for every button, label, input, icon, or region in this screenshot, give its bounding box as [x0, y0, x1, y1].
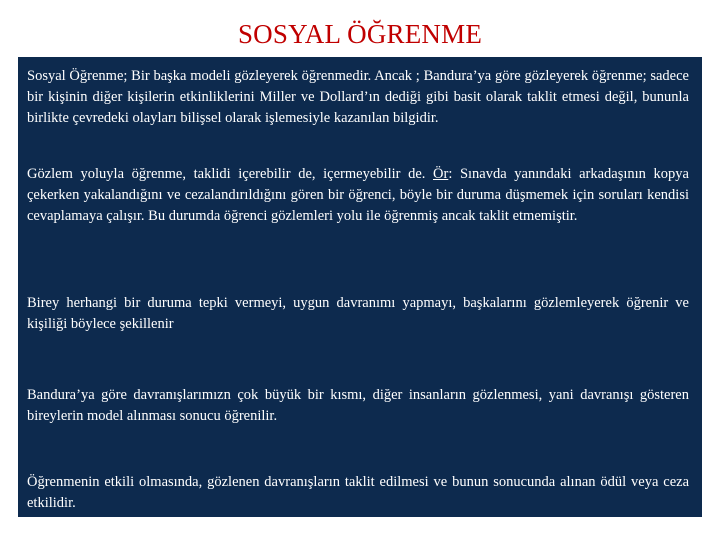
- paragraph-personality: Birey herhangi bir duruma tepki vermeyi, uygun davranımı yapmayı, başkalarını gözlemleyerek öğrenir ve kişiliği böylece şekillenir: [27, 295, 689, 332]
- example-abbreviation: Ör: [433, 166, 449, 182]
- paragraph-bandura: Bandura’ya göre davranışlarımızn çok büyük bir kısmı, diğer insanların gözlenmesi, yani davranışı gösteren bireylerin model alınması sonucu öğrenilir.: [27, 387, 689, 424]
- paragraph-effective-learning: Öğrenmenin etkili olmasında, gözlenen davranışların taklit edilmesi ve bunun sonucunda alınan ödül veya ceza etkilidir.: [27, 474, 689, 511]
- example-body-text: : Sınavda yanındaki arkadaşının kopya çekerken yakalandığını ve cezalandırıldığını gören bir öğrenci, böyle bir duruma düşmemek için soruları kendisi cevaplamaya çalışır. Bu durumda öğrenci gözlemleri yolu ile öğrenmiş ancak taklit etmemiştir.: [27, 166, 689, 224]
- paragraph-definition: Sosyal Öğrenme; Bir başka modeli gözleyerek öğrenmedir. Ancak ; Bandura’ya göre gözleyerek öğrenme; sadece bir kişinin diğer kişilerin etkinliklerini Miller ve Dollard’ın dediği gibi basit olarak taklit etmesi değil, bununla birlikte çevredeki olayları bilişsel olarak işlemesiyle kazanılan bilgidir.: [27, 68, 689, 126]
- slide-title: SOSYAL ÖĞRENME: [237, 19, 483, 49]
- content-panel: [18, 57, 702, 517]
- paragraph-example: [27, 164, 689, 227]
- example-intro-text: Gözlem yoluyla öğrenme, taklidi içerebilir de, içermeyebilir de.: [27, 166, 433, 182]
